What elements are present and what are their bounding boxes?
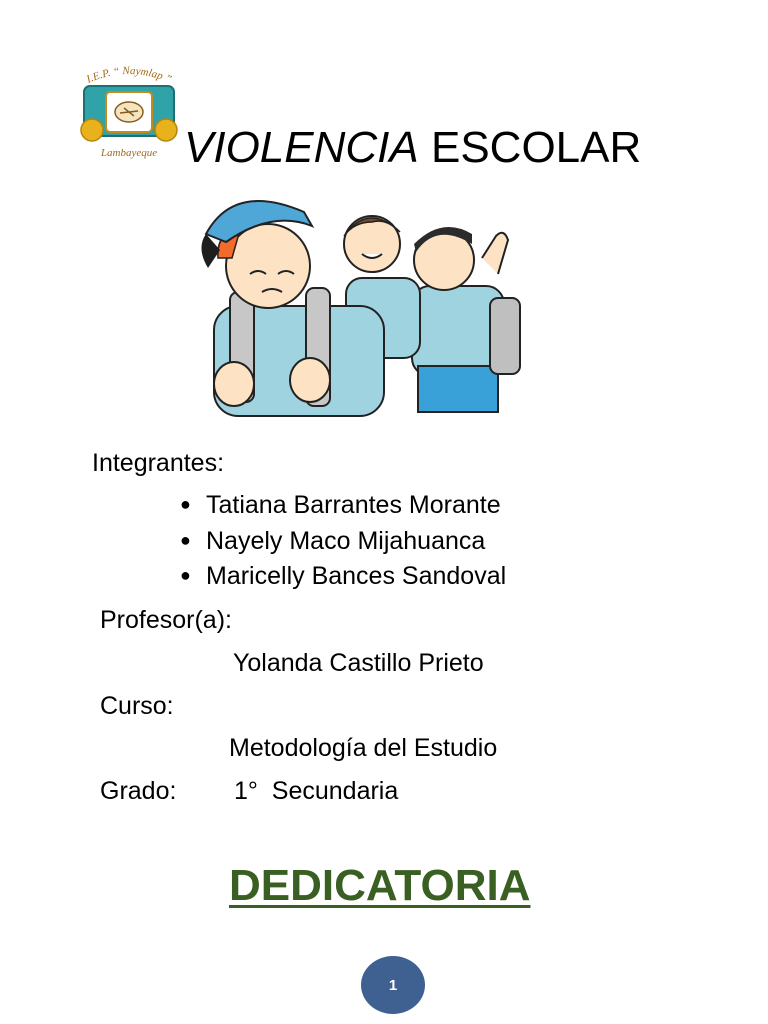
bullet-icon: ● [180, 494, 191, 514]
grado-label: Grado: [100, 777, 177, 805]
member-name: Nayely Maco Mijahuanca [206, 527, 486, 555]
integrantes-label: Integrantes: [92, 449, 225, 477]
students-illustration [186, 188, 538, 420]
profesor-label: Profesor(a): [100, 606, 232, 634]
school-logo [76, 66, 182, 160]
list-item [180, 493, 501, 518]
curso-value: Metodología del Estudio [229, 734, 498, 762]
curso-label: Curso: [100, 692, 174, 720]
logo-top-text: I.E.P. “ Naymlap ” [84, 66, 174, 86]
bullet-icon: ● [180, 565, 191, 585]
list-item [180, 529, 485, 554]
grado-value: 1° Secundaria [234, 777, 399, 805]
profesor-value: Yolanda Castillo Prieto [233, 649, 484, 677]
bullet-icon: ● [180, 530, 191, 550]
member-name: Tatiana Barrantes Morante [206, 491, 501, 519]
dedicatoria-heading: DEDICATORIA [229, 861, 531, 910]
page-title [184, 123, 642, 172]
logo-bottom-text: Lambayeque [100, 147, 158, 159]
member-name: Maricelly Bances Sandoval [206, 562, 507, 590]
title-italic-part: VIOLENCIA [184, 123, 419, 172]
list-item [180, 564, 506, 589]
page-number-badge: 1 [361, 956, 425, 1014]
svg-text:I.E.P. “ Naymlap ” [84, 66, 173, 86]
title-plain-part: ESCOLAR [418, 123, 642, 172]
